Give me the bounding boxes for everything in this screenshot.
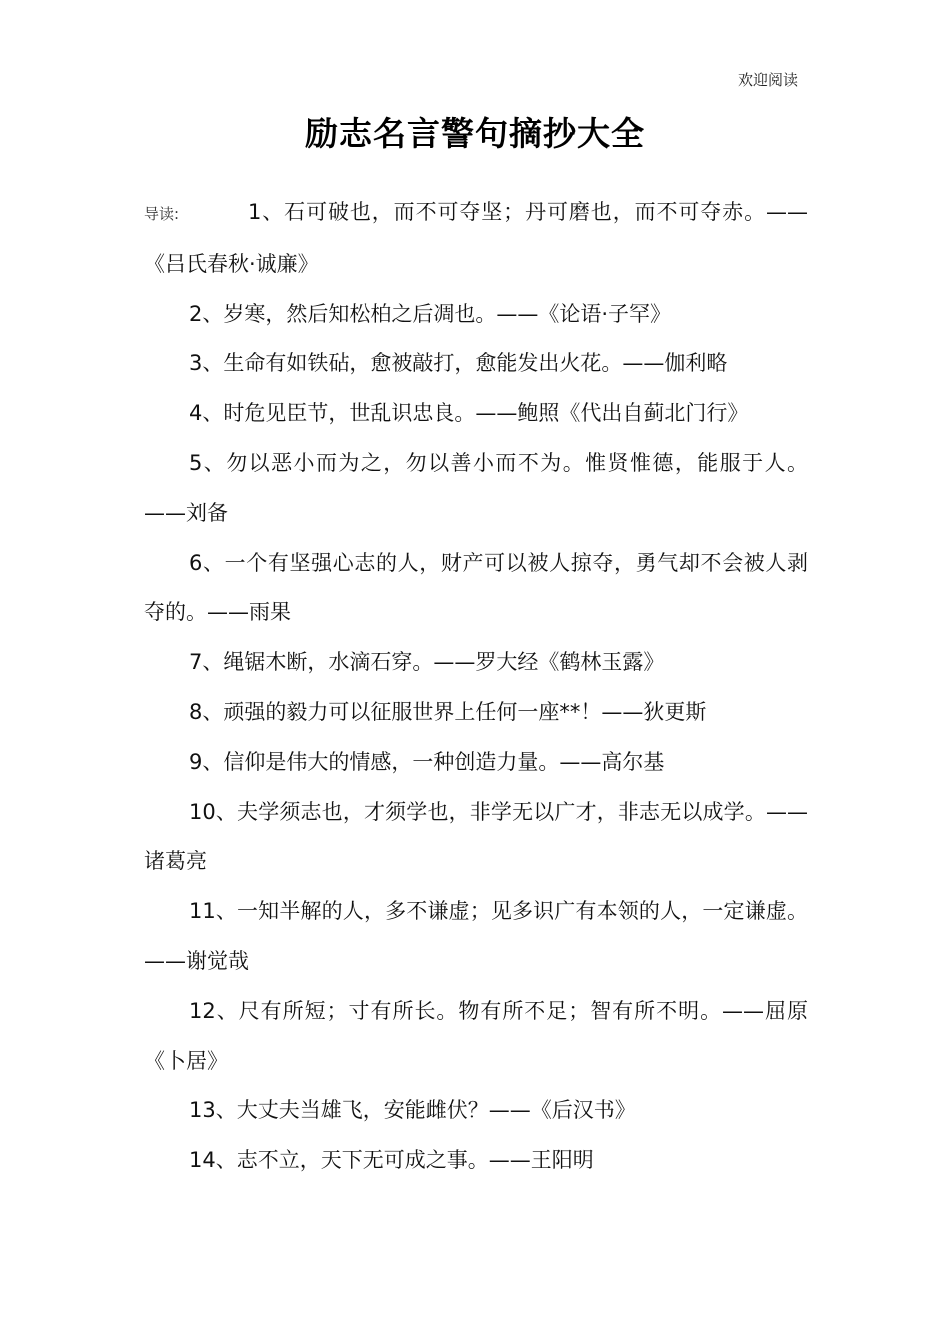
- quote-paragraph: 12、尺有所短；寸有所长。物有所不足；智有所不明。——屈原《卜居》: [144, 998, 808, 1073]
- quote-text: 1、石可破也，而不可夺坚；丹可磨也，而不可夺赤。——《吕氏春秋·诚廉》: [144, 200, 808, 276]
- quote-paragraph: 3、生命有如铁砧，愈被敲打，愈能发出火花。——伽利略: [189, 351, 728, 376]
- quote-paragraph: 4、时危见臣节，世乱识忠良。——鲍照《代出自蓟北门行》: [189, 401, 749, 426]
- quote-paragraph: 14、志不立，天下无可成之事。——王阳明: [189, 1148, 594, 1173]
- quote-paragraph: 8、顽强的毅力可以征服世界上任何一座**！——狄更斯: [189, 699, 707, 724]
- quote-paragraph: 7、绳锯木断，水滴石穿。——罗大经《鹤林玉露》: [189, 650, 665, 675]
- quote-paragraph: 11、一知半解的人，多不谦虚；见多识广有本领的人，一定谦虚。——谢觉哉: [144, 899, 808, 973]
- quote-paragraph: 6、一个有坚强心志的人，财产可以被人掠夺，勇气却不会被人剥夺的。——雨果: [144, 550, 808, 625]
- quote-paragraph: 10、夫学须志也，才须学也，非学无以广才，非志无以成学。——诸葛亮: [144, 799, 808, 874]
- quote-paragraph: 2、岁寒，然后知松柏之后凋也。——《论语·子罕》: [189, 301, 672, 326]
- page-title: 励志名言警句摘抄大全: [305, 114, 645, 153]
- quote-paragraph: 13、大丈夫当雄飞，安能雌伏？——《后汉书》: [189, 1098, 636, 1123]
- intro-label: 导读:: [144, 205, 180, 223]
- quote-paragraph: 5、勿以恶小而为之，勿以善小而不为。惟贤惟德，能服于人。——刘备: [144, 450, 808, 525]
- document-body: [144, 188, 808, 1186]
- quote-paragraph: [144, 188, 808, 290]
- quote-paragraph: 9、信仰是伟大的情感，一种创造力量。——高尔基: [189, 749, 665, 774]
- header-note: 欢迎阅读: [737, 71, 798, 89]
